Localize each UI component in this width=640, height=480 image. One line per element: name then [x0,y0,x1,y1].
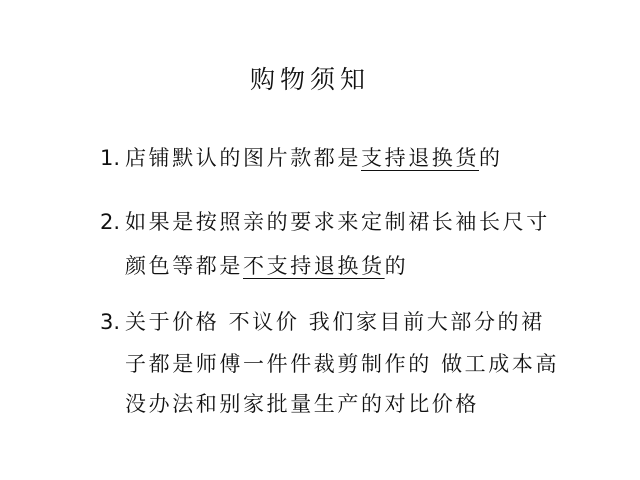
item-3-line-2 [125,349,559,379]
item-2-emphasis: 不支持退换货 [243,254,385,278]
item-3-text-1: 关于价格 不议价 我们家目前大部分的裙 [125,310,545,334]
item-3-text-2: 子都是师傅一件件裁剪制作的 做工成本高 [125,352,560,376]
item-3-line-3 [125,389,479,419]
item-1-tail: 的 [479,146,503,170]
item-3-line-1 [100,307,545,337]
item-2-number: 2. [100,210,121,234]
item-2-line-2 [125,251,408,281]
item-2-text-2: 颜色等都是 [125,254,243,278]
item-3-text-3: 没办法和别家批量生产的对比价格 [125,392,479,416]
item-1-emphasis: 支持退换货 [361,146,479,170]
item-3-number: 3. [100,310,121,334]
item-1-line-1 [100,143,503,173]
item-1-number: 1. [100,146,121,170]
item-2-line-1 [100,207,550,237]
item-2-text-1: 如果是按照亲的要求来定制裙长袖长尺寸 [125,210,550,234]
item-2-tail: 的 [384,254,409,278]
notice-title: 购物须知 [250,65,371,94]
item-1-text: 店铺默认的图片款都是 [125,146,361,170]
